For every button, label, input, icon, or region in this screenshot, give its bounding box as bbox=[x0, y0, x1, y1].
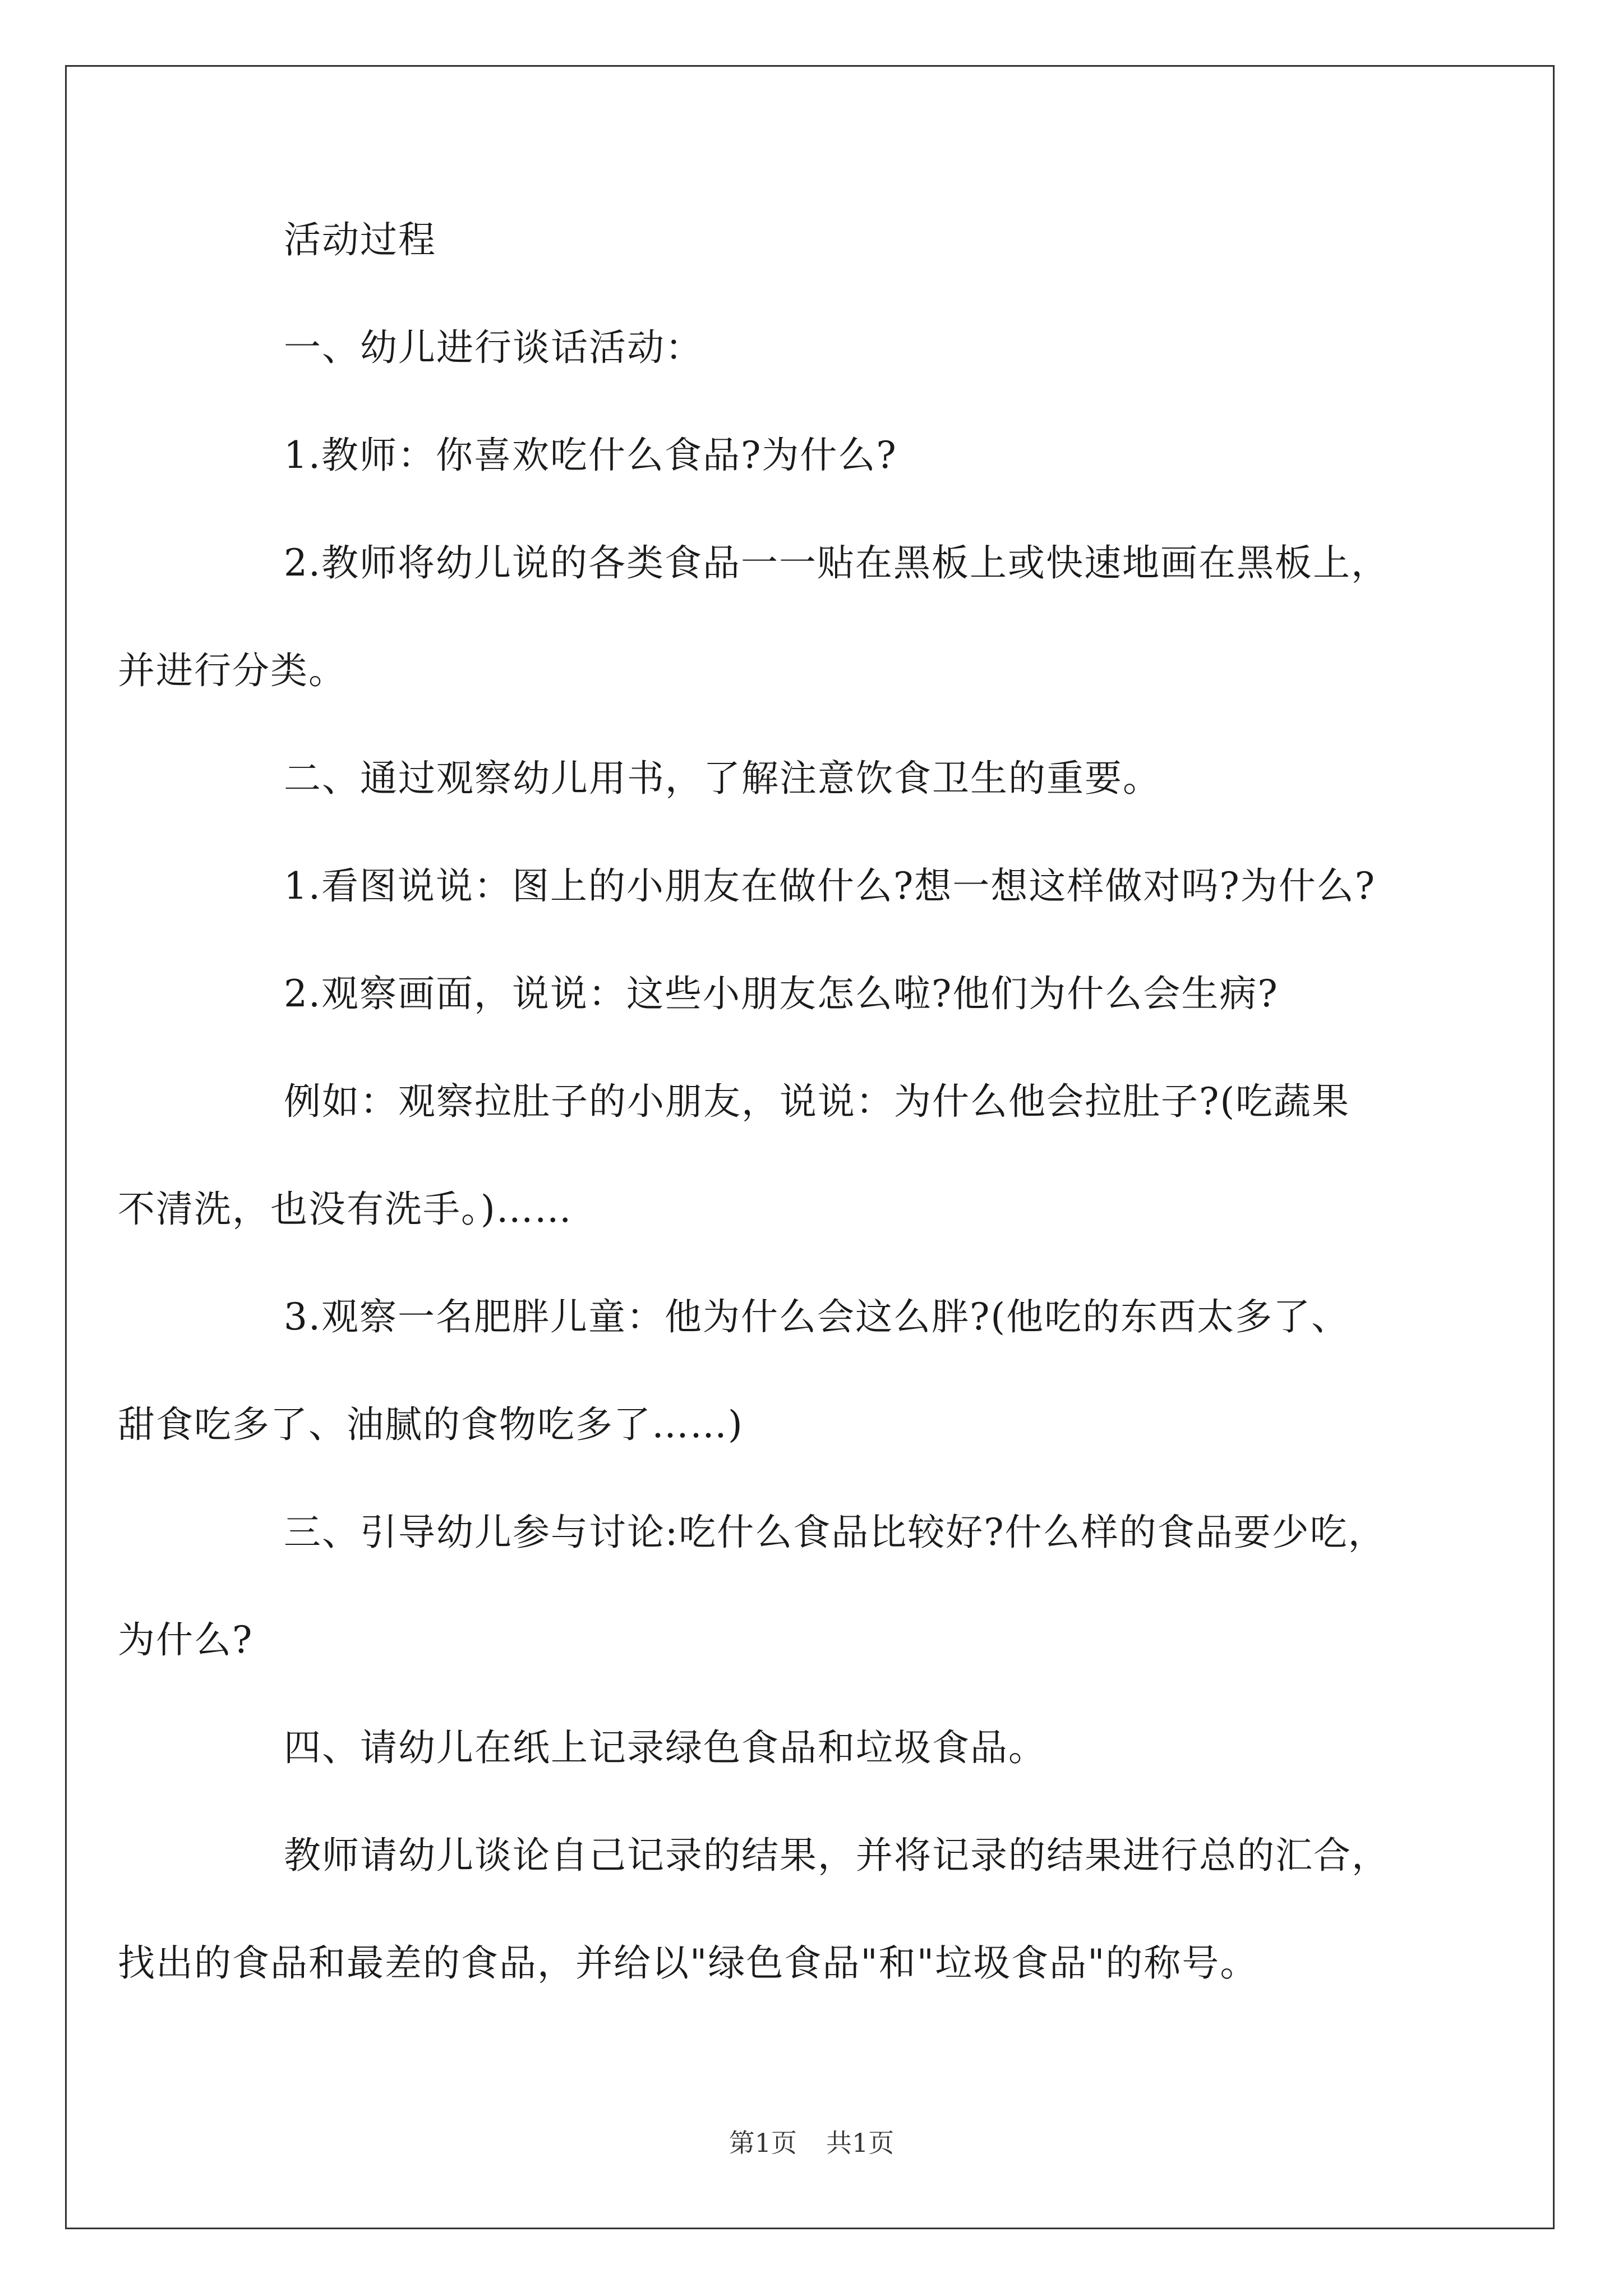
paragraph bbox=[118, 1829, 1479, 1990]
paragraph bbox=[201, 967, 1479, 1021]
section-heading: 二、通过观察幼儿用书，了解注意饮食卫生的重要。 bbox=[284, 757, 1161, 800]
text-line-continued: 找出的食品和最差的食品，并给以"绿色食品"和"垃圾食品"的称号。 bbox=[118, 1941, 1258, 1985]
paragraph bbox=[118, 1075, 1479, 1236]
text-line-continued: 并进行分类。 bbox=[118, 649, 347, 692]
paragraph bbox=[201, 752, 1479, 806]
text-line: 3.观察一名肥胖儿童：他为什么会这么胖?(他吃的东西太多了、 bbox=[284, 1295, 1350, 1338]
paragraph bbox=[201, 859, 1479, 913]
text-line-continued: 为什么? bbox=[118, 1618, 253, 1662]
text-line: 例如：观察拉肚子的小朋友，说说：为什么他会拉肚子?(吃蔬果 bbox=[284, 1080, 1350, 1123]
text-line-continued: 不清洗，也没有洗手。)…… bbox=[118, 1188, 573, 1231]
paragraph bbox=[118, 536, 1479, 698]
section-heading: 三、引导幼儿参与讨论:吃什么食品比较好?什么样的食品要少吃， bbox=[284, 1511, 1386, 1554]
text-line: 2.观察画面，说说：这些小朋友怎么啦?他们为什么会生病? bbox=[284, 972, 1279, 1015]
paragraph bbox=[201, 1721, 1479, 1775]
paragraph bbox=[201, 321, 1479, 375]
text-line-continued: 甜食吃多了、油腻的食物吃多了……) bbox=[118, 1403, 744, 1446]
text-line: 1.教师：你喜欢吃什么食品?为什么? bbox=[284, 434, 897, 477]
page-footer bbox=[0, 2126, 1623, 2160]
section-heading: 四、请幼儿在纸上记录绿色食品和垃圾食品。 bbox=[284, 1726, 1046, 1769]
paragraph bbox=[201, 429, 1479, 482]
text-line: 1.看图说说：图上的小朋友在做什么?想一想这样做对吗?为什么? bbox=[284, 864, 1376, 908]
page-number: 第1页 bbox=[728, 2128, 797, 2158]
text-line: 2.教师将幼儿说的各类食品一一贴在黑板上或快速地画在黑板上， bbox=[284, 541, 1389, 585]
paragraph bbox=[118, 1506, 1479, 1667]
paragraph bbox=[118, 1290, 1479, 1452]
section-heading: 活动过程 bbox=[284, 218, 436, 261]
section-heading: 一、幼儿进行谈话活动： bbox=[284, 326, 703, 369]
page-total: 共1页 bbox=[826, 2128, 895, 2158]
paragraph bbox=[201, 213, 1479, 267]
document-body bbox=[118, 213, 1479, 2044]
text-line: 教师请幼儿谈论自己记录的结果，并将记录的结果进行总的汇合， bbox=[284, 1834, 1390, 1877]
